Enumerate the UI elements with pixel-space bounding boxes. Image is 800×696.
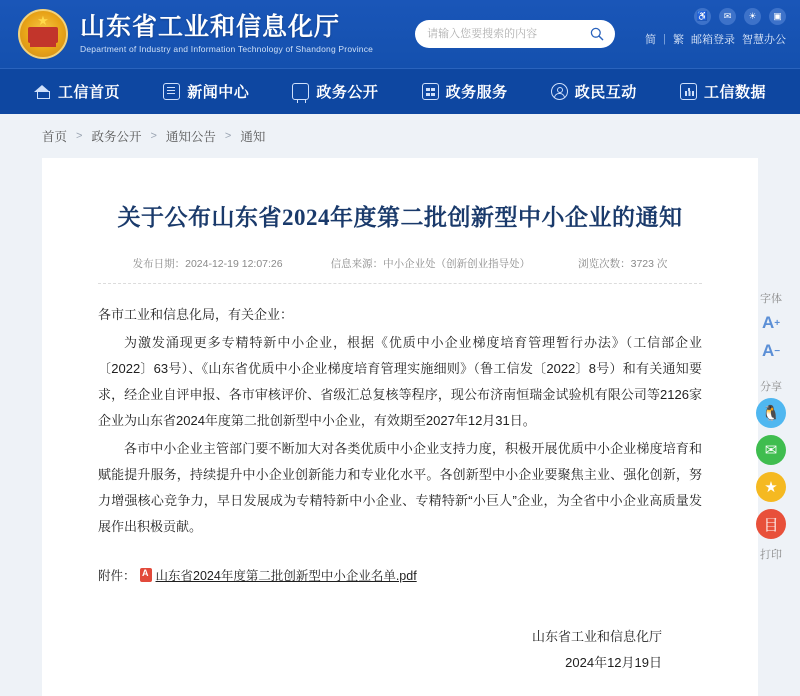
header-right — [645, 8, 786, 47]
news-icon — [163, 83, 180, 100]
site-title-cn: 山东省工业和信息化厅 — [80, 12, 341, 41]
accessibility-icon[interactable]: ♿ — [694, 8, 711, 25]
font-decrease-button[interactable]: A − — [761, 341, 781, 360]
breadcrumb-item-disclosure[interactable]: 政务公开 — [91, 130, 142, 144]
header-icon-group — [694, 8, 786, 25]
header-link-separator: | — [663, 33, 666, 45]
article-meta — [98, 256, 702, 284]
breadcrumb-item-notice[interactable]: 通知 — [240, 130, 266, 144]
article-paragraph: 各市中小企业主管部门要不断加大对各类优质中小企业支持力度，积极开展优质中小企业梯度培育和赋能提升服务，持续提升中小企业创新能力和专业化水平。各创新型中小企业要聚焦主业、强化创新，努力增强核心竞争力，早日发展成为专精特新中小企业、专精特新“小巨人”企业，为全省中小企业高质量发展作出积极贡献。 — [98, 441, 702, 535]
site-header — [0, 0, 800, 68]
signature-date: 2024年12月19日 — [565, 655, 662, 671]
nav-item-home[interactable] — [34, 81, 120, 102]
pdf-icon — [140, 568, 152, 582]
main-nav — [0, 68, 800, 114]
font-increase-button[interactable]: A + — [761, 313, 781, 332]
breadcrumb-separator: > — [224, 130, 232, 142]
bars-icon — [680, 83, 697, 100]
share-label: 分享 — [760, 381, 782, 393]
article-signature — [98, 624, 702, 676]
nav-item-government-disclosure[interactable] — [292, 81, 378, 102]
nav-item-public-interaction[interactable] — [551, 81, 637, 102]
article-paragraph: 各市工业和信息化局，有关企业： — [98, 307, 294, 323]
page-title: 关于公布山东省2024年度第二批创新型中小企业的通知 — [117, 205, 683, 230]
breadcrumb-bar — [0, 114, 800, 158]
people-icon — [551, 83, 568, 100]
print-label[interactable]: 打印 — [760, 549, 782, 561]
smart-office-link[interactable]: 智慧办公 — [742, 34, 786, 46]
breadcrumb-item-announcements[interactable]: 通知公告 — [165, 130, 216, 144]
attachment-row — [98, 566, 702, 584]
view-count: 浏览次数：3723 次 — [578, 258, 668, 271]
nav-item-government-services[interactable] — [422, 81, 508, 102]
mail-login-link[interactable]: 邮箱登录 — [691, 34, 735, 46]
search-input[interactable] — [425, 27, 589, 41]
article-paragraph: 为激发涌现更多专精特新中小企业，根据《优质中小企业梯度培育管理暂行办法》（工信部企业〔2022〕63号）、《山东省优质中小企业梯度培育管理实施细则》（鲁工信发〔2022〕8号）和有关通知要求，经企业自评申报、各市审核评价、省级汇总复核等程序，现公布济南恒瑞金试验机有限公司等2126家企业为山东省2024年度第二批创新型中小企业，有效期至2027年12月31日。 — [98, 335, 702, 429]
nav-label: 工信首页 — [58, 84, 121, 101]
attachment-label: 附件： — [98, 569, 136, 584]
site-title — [80, 14, 373, 55]
national-emblem-icon — [18, 9, 68, 59]
header-links — [645, 31, 786, 47]
home-icon — [34, 83, 51, 100]
weibo-icon[interactable]: ☀ — [744, 8, 761, 25]
signature-org: 山东省工业和信息化厅 — [531, 629, 662, 645]
collect-star-icon[interactable]: ★ — [756, 472, 786, 502]
font-size-label: 字体 — [760, 293, 782, 305]
side-toolbar — [748, 290, 794, 564]
weibo-share-icon[interactable]: 目 — [756, 509, 786, 539]
breadcrumb-separator: > — [76, 130, 83, 142]
wechat-share-icon[interactable]: ✉ — [756, 435, 786, 465]
article-body — [98, 302, 702, 540]
breadcrumb — [42, 127, 265, 145]
qq-share-icon[interactable]: 🐧 — [756, 398, 786, 428]
breadcrumb-separator: > — [150, 130, 157, 142]
article-source: 信息来源：中小企业处（创新创业指导处） — [330, 258, 531, 271]
nav-item-industry-data[interactable] — [680, 81, 766, 102]
breadcrumb-item-home[interactable]: 首页 — [42, 130, 68, 144]
search-box[interactable] — [415, 20, 615, 48]
site-title-en: Department of Industry and Information Technology of Shandong Province — [80, 44, 374, 55]
search-icon[interactable] — [589, 26, 605, 42]
nav-label: 政务服务 — [445, 84, 508, 101]
app-icon[interactable]: ▣ — [769, 8, 786, 25]
nav-label: 工信数据 — [703, 84, 766, 101]
wechat-icon[interactable]: ✉ — [719, 8, 736, 25]
nav-label: 新闻中心 — [187, 84, 250, 101]
lang-simplified-link[interactable]: 简 — [645, 34, 657, 46]
nav-label: 政务公开 — [316, 84, 379, 101]
screen-icon — [292, 83, 309, 100]
lang-traditional-link[interactable]: 繁 — [673, 34, 684, 46]
publish-date: 发布日期：2024-12-19 12:07:26 — [132, 258, 283, 271]
grid-icon — [422, 83, 439, 100]
nav-item-news[interactable] — [163, 81, 249, 102]
article-card — [42, 158, 758, 696]
nav-label: 政民互动 — [574, 84, 637, 101]
attachment-link[interactable]: 山东省2024年度第二批创新型中小企业名单.pdf — [155, 569, 417, 584]
